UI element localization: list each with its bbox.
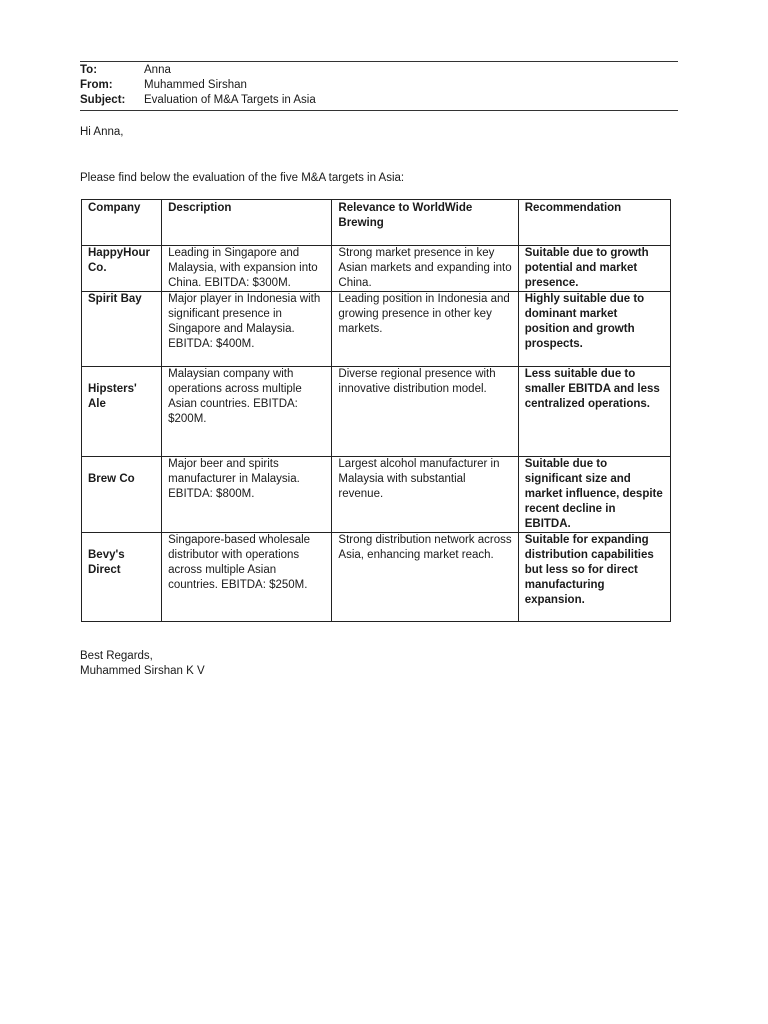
description-cell: Major beer and spirits manufacturer in Malaysia. EBITDA: $800M. <box>162 457 332 533</box>
memo-subject-label: Subject: <box>80 94 126 106</box>
recommendation-cell: Highly suitable due to dominant market position and growth prospects. <box>518 292 670 367</box>
company-cell: Spirit Bay <box>82 292 162 367</box>
company-cell: Hipsters' Ale <box>82 367 162 457</box>
recommendation-cell: Suitable due to significant size and market influence, despite recent decline in EBITDA. <box>518 457 670 533</box>
memo-to-label: To: <box>80 64 98 76</box>
description-cell: Singapore-based wholesale distributor with operations across multiple Asian countries. EBITDA: $250M. <box>162 533 332 622</box>
memo-subject-row <box>80 93 678 108</box>
memo-from-value: Muhammed Sirshan <box>144 79 247 91</box>
table-header-row <box>82 200 671 246</box>
recommendation-cell: Less suitable due to smaller EBITDA and less centralized operations. <box>518 367 670 457</box>
memo-from-label: From: <box>80 79 113 91</box>
relevance-cell: Diverse regional presence with innovative distribution model. <box>332 367 518 457</box>
company-cell: Bevy's Direct <box>82 533 162 622</box>
relevance-cell: Strong distribution network across Asia, enhancing market reach. <box>332 533 518 622</box>
relevance-cell: Largest alcohol manufacturer in Malaysia with substantial revenue. <box>332 457 518 533</box>
header-recommendation: Recommendation <box>518 200 670 246</box>
table-row <box>82 367 671 457</box>
signoff <box>80 649 205 679</box>
recommendation-cell: Suitable due to growth potential and market presence. <box>518 246 670 292</box>
company-cell: Brew Co <box>82 457 162 533</box>
greeting: Hi Anna, <box>80 126 124 138</box>
table-row <box>82 457 671 533</box>
memo-to-value: Anna <box>144 64 171 76</box>
relevance-cell: Leading position in Indonesia and growing presence in other key markets. <box>332 292 518 367</box>
header-relevance: Relevance to WorldWide Brewing <box>332 200 518 246</box>
company-cell: HappyHour Co. <box>82 246 162 292</box>
relevance-cell: Strong market presence in key Asian markets and expanding into China. <box>332 246 518 292</box>
sender-name: Muhammed Sirshan K V <box>80 665 205 677</box>
memo-subject-value: Evaluation of M&A Targets in Asia <box>144 94 316 106</box>
description-cell: Major player in Indonesia with significant presence in Singapore and Malaysia. EBITDA: $400M. <box>162 292 332 367</box>
recommendation-cell: Suitable for expanding distribution capabilities but less so for direct manufacturing expansion. <box>518 533 670 622</box>
closing-text: Best Regards, <box>80 650 153 662</box>
table-row <box>82 246 671 292</box>
memo-header <box>80 61 678 111</box>
description-cell: Malaysian company with operations across multiple Asian countries. EBITDA: $200M. <box>162 367 332 457</box>
description-cell: Leading in Singapore and Malaysia, with expansion into China. EBITDA: $300M. <box>162 246 332 292</box>
memo-to-row <box>80 63 678 78</box>
intro-paragraph: Please find below the evaluation of the five M&A targets in Asia: <box>80 172 405 184</box>
table-row <box>82 292 671 367</box>
header-description: Description <box>162 200 332 246</box>
header-company: Company <box>82 200 162 246</box>
targets-table <box>81 199 671 622</box>
memo-from-row <box>80 78 678 93</box>
table-row <box>82 533 671 622</box>
